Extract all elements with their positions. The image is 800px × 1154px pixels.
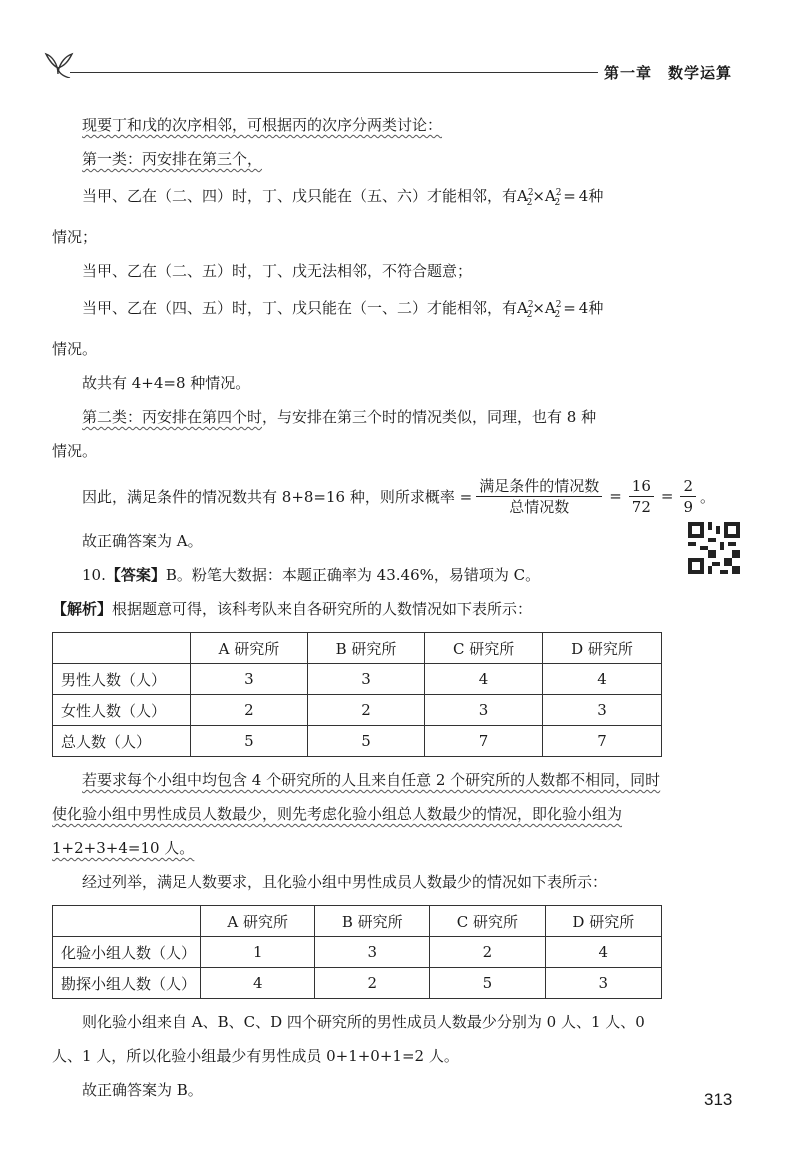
table-header-row: A 研究所 B 研究所 C 研究所 D 研究所 <box>53 633 662 664</box>
table-row: 男性人数（人） 3 3 4 4 <box>53 664 662 695</box>
fraction: $\frac{16}{72}$ <box>629 476 654 517</box>
paragraph: 故正确答案为 A。 <box>82 532 203 550</box>
page-number: 313 <box>704 1090 733 1109</box>
qr-code-icon <box>688 522 740 574</box>
paragraph: 当甲、乙在（二、五）时，丁、戊无法相邻，不符合题意； <box>82 262 473 280</box>
table-row: 总人数（人） 5 5 7 7 <box>53 726 662 757</box>
analysis-line: 【解析】根据题意可得，该科考队来自各研究所的人数情况如下表所示： <box>52 600 533 618</box>
answer-line: 10.【答案】B。粉笔大数据：本题正确率为 43.46%，易错项为 C。 <box>82 566 541 584</box>
paragraph: 情况。 <box>52 442 98 460</box>
group-assignment-table <box>52 905 662 999</box>
paragraph: 情况； <box>52 228 98 246</box>
probability-formula: 因此，满足条件的情况数共有 8+8=16 种，则所求概率 = $\frac{\text{满足条件的情况数}}{\text{总情况数}}$ = $\frac{16}{72}$ = $\frac{2}{9}$ 。 <box>82 476 716 516</box>
math-expression: $A^2_2\times A^2_2 = 4$ <box>517 187 589 208</box>
paragraph: 则化验小组来自 A、B、C、D 四个研究所的男性成员人数最少分别为 0 人、1 人、0 人、1 人，所以化验小组最少有男性成员 0+1+0+1=2 人。 <box>52 1013 645 1065</box>
paragraph: 第一类：丙安排在第三个， <box>82 150 263 168</box>
paragraph: 情况。 <box>52 340 98 358</box>
page-content <box>52 108 716 1107</box>
fraction: $\frac{\text{满足条件的情况数}}{\text{总情况数}}$ <box>476 476 602 517</box>
paragraph: 经过列举，满足人数要求，且化验小组中男性成员人数最少的情况如下表所示： <box>82 873 608 891</box>
header-rule <box>70 72 598 73</box>
math-expression: $A^2_2\times A^2_2 = 4$ <box>517 299 589 320</box>
chapter-title: 第一章 数学运算 <box>604 64 733 82</box>
paragraph: 若要求每个小组中均包含 4 个研究所的人且来自任意 2 个研究所的人数都不相同，同时使化验小组中男性成员人数最少，则先考虑化验小组总人数最少的情况，即化验小组为 1+2+3+4=10 人。 <box>52 771 661 857</box>
paragraph: 当甲、乙在（四、五）时，丁、戊只能在（一、二）才能相邻，有$A^2_2\times A^2_2 = 4$种 <box>82 299 604 320</box>
paragraph: 故正确答案为 B。 <box>82 1081 203 1099</box>
table-row: 化验小组人数（人） 1 3 2 4 <box>53 937 662 968</box>
paragraph: 第二类：丙安排在第四个时，与安排在第三个时的情况类似，同理，也有 8 种 <box>82 408 597 426</box>
paragraph: 当甲、乙在（二、四）时，丁、戊只能在（五、六）才能相邻，有$A^2_2\times A^2_2 = 4$种 <box>82 187 604 208</box>
paragraph: 现要丁和戊的次序相邻，可根据丙的次序分两类讨论： <box>82 116 443 134</box>
fraction: $\frac{2}{9}$ <box>680 476 696 517</box>
table-row: 勘探小组人数（人） 4 2 5 3 <box>53 968 662 999</box>
table-row: 女性人数（人） 2 2 3 3 <box>53 695 662 726</box>
leaf-icon <box>44 46 74 78</box>
table-header-row: A 研究所 B 研究所 C 研究所 D 研究所 <box>53 906 662 937</box>
page-header <box>0 40 800 90</box>
paragraph: 故共有 4+4=8 种情况。 <box>82 374 251 392</box>
research-institute-table <box>52 632 662 757</box>
